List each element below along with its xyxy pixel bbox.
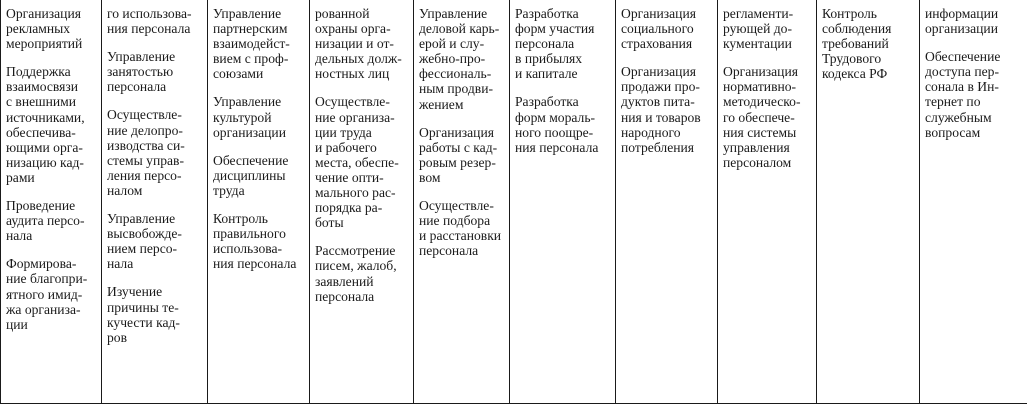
cell-entry: Управление занятостью персонала (107, 49, 176, 95)
cell-entry: Организация рекламных мероприятий (6, 6, 83, 52)
table-cell-col-3 (208, 0, 310, 404)
cell-entry: Управление высвобожде- нием персо- нала (107, 211, 182, 272)
cell-entry: Контроль соблюдения требований Трудового кодекса РФ (822, 6, 892, 82)
table-cell-col-4 (310, 0, 414, 404)
table-cell-col-10 (920, 0, 1027, 404)
cell-entry: Контроль правильного использова- ния персонала (213, 211, 297, 272)
table-cell-col-5 (414, 0, 510, 404)
cell-entry: информации организации (925, 6, 999, 37)
cell-entry: Осуществле- ние организа- ции труда и рабочего места, обеспе- чение опти- мального рас- порядка ра- боты (315, 94, 399, 231)
cell-entry: регламенти- рующей до- кументации (723, 6, 794, 52)
cell-entry: Разработка форм участия персонала в прибылях и капитале (515, 6, 595, 82)
table-cell-col-8 (718, 0, 817, 404)
cell-entry: Организация продажи про- дуктов пита- ния и товаров народного потребления (621, 64, 701, 155)
table-cell-col-1 (1, 0, 102, 404)
cell-entry: Обеспечение доступа пер- сонала в Ин- тернет по служебным вопросам (925, 49, 1001, 140)
cell-entry: Осуществле- ние делопро- изводства си- стемы управ- ления персо- налом (107, 107, 185, 198)
cell-entry: Управление деловой карь- ерой и слу- жебно-про- фессиональ- ным продви- жением (419, 6, 500, 112)
table-cell-col-7 (616, 0, 718, 404)
table-cell-col-9 (817, 0, 920, 404)
cell-entry: Разработка форм мораль- ного поощре- ния персонала (515, 94, 599, 155)
cell-entry: Изучение причины те- кучести кад- ров (107, 284, 180, 345)
cell-entry: Организация социального страхования (621, 6, 696, 52)
cell-entry: Формирова- ние благопри- ятного имид- жа организа- ции (6, 256, 88, 332)
cell-entry: Поддержка взаимосвязи с внешними источниками, обеспечива- ющими орга- низацию кад- рами (6, 64, 85, 185)
table-cell-col-6 (510, 0, 616, 404)
cell-entry: Организация работы с кад- ровым резер- вом (419, 124, 498, 185)
cell-entry: го использова- ния персонала (107, 6, 192, 37)
table-row (1, 0, 1027, 404)
cell-entry: Организация нормативно- методическо- го обеспече- ния системы управления персоналом (723, 64, 801, 170)
cell-entry: Рассмотрение писем, жалоб, заявлений персонала (315, 243, 397, 304)
cell-entry: Управление культурой организации (213, 94, 286, 140)
cell-entry: рованной охраны орга- низации и от- дельных долж- ностных лиц (315, 6, 402, 82)
cell-entry: Обеспечение дисциплины труда (213, 152, 289, 198)
cell-entry: Осуществле- ние подбора и расстановки персонала (419, 198, 502, 259)
table-cell-col-2 (102, 0, 208, 404)
cell-entry: Управление партнерским взаимодейст- вием с проф- союзами (213, 6, 290, 82)
cell-entry: Проведение аудита персо- нала (6, 198, 85, 244)
